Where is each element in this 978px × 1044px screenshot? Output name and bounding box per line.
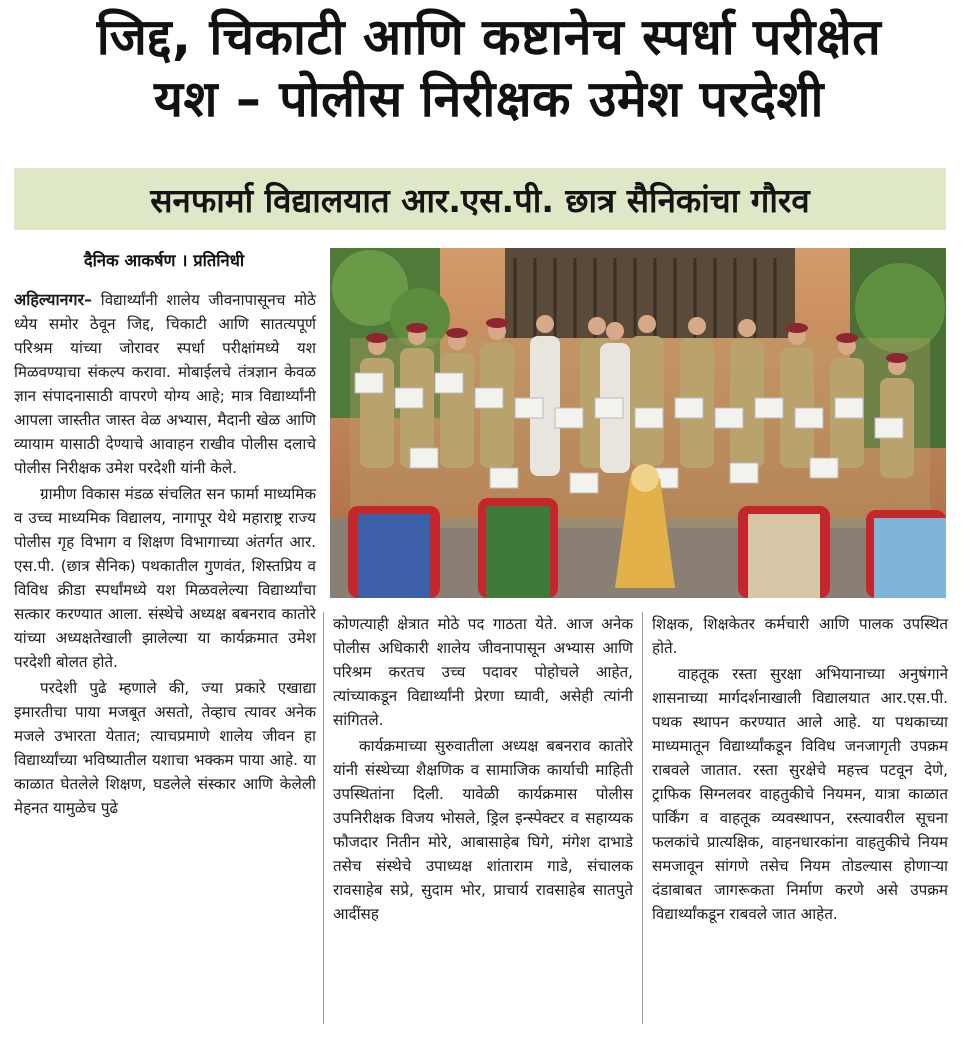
subheadline-banner [14,168,946,230]
event-photo [330,248,946,598]
subheadline: सनफार्मा विद्यालयात आर.एस.पी. छात्र सैनिकांचा गौरव [150,180,810,220]
article-paragraph: ग्रामीण विकास मंडळ संचलित सन फार्मा माध्यमिक व उच्च माध्यमिक विद्यालय, नागापूर येथे महाराष्ट्र राज्य पोलीस गृह विभाग व शिक्षण विभागाच्या अंतर्गत आर. एस.पी. (छात्र सैनिक) पथकातील गुणवंत, शिस्तप्रिय व विविध क्रीडा स्पर्धांमध्ये यश मिळवलेल्या विद्यार्थ्यांचा सत्कार करण्यात आला. संस्थेचे अध्यक्ष बबनराव कातोरे यांच्या अध्यक्षतेखाली झालेल्या या कार्यक्रमात उमेश परदेशी बोलत होते. [14,485,316,671]
article-paragraph: वाहतूक रस्ता सुरक्षा अभियानाच्या अनुषंगाने शासनाच्या मार्गदर्शनाखाली विद्यालयात आर.एस.पी. पथक स्थापन करण्यात आले आहे. या पथकाच्या माध्यमातून विद्यार्थ्यांकडून विविध जनजागृती उपक्रम राबवले जातात. रस्ता सुरक्षेचे महत्त्व पटवून देणे, ट्राफिक सिग्नलवर वाहतुकीचे नियमन, यात्रा काळात पार्किंग व वाहतूक व्यवस्थापन, रस्त्यावरील सूचना फलकांचे प्रात्यक्षिक, वाहनधारकांना वाहतुकीचे नियम समजावून सांगणे तसेच नियम तोडल्यास होणाऱ्या दंडाबाबत जागरूकता निर्माण करणे असे उपक्रम विद्यार्थ्यांकडून राबवले जात आहेत. [652,665,948,923]
article-column-2 [333,612,633,928]
article-paragraph: शिक्षक, शिक्षकेतर कर्मचारी आणि पालक उपस्थित होते. [652,615,948,657]
article-column-1 [14,288,316,822]
article-paragraph: कोणत्याही क्षेत्रात मोठे पद गाठता येते. आज अनेक पोलीस अधिकारी शालेय जीवनापासून अभ्यास आणि परिश्रम करतच उच्च पदावर पोहोचले आहेत, त्यांच्याकडून विद्यार्थ्यांनी प्रेरणा घ्यावी, असेही त्यांनी सांगितले. [333,615,633,729]
article-column-3 [652,612,948,928]
group-photo-illustration [330,248,946,598]
headline-line-1: जिद्द, चिकाटी आणि कष्टानेच स्पर्धा परीक्षेत [96,8,882,66]
headline [0,6,978,130]
headline-line-2: यश – पोलीस निरीक्षक उमेश परदेशी [153,70,825,128]
article-paragraph: परदेशी पुढे म्हणाले की, ज्या प्रकारे एखाद्या इमारतीचा पाया मजबूत असतो, तेव्हाच त्यावर अनेक मजले उभारता येतात; त्याचप्रमाणे शालेय जीवन हा विद्यार्थ्यांच्या भविष्यातील यशाचा भक्कम पाया आहे. या काळात घेतलेले शिक्षण, घडलेले संस्कार आणि केलेली मेहनत यामुळेच पुढे [14,679,316,817]
article-paragraph: कार्यक्रमाच्या सुरुवातीला अध्यक्ष बबनराव कातोरे यांनी संस्थेच्या शैक्षणिक व सामाजिक कार्याची माहिती उपस्थितांना दिली. यावेळी कार्यक्रमास पोलीस उपनिरीक्षक विजय भोसले, ड्रिल इन्स्पेक्टर व सहाय्यक फौजदार नितीन मोरे, आबासाहेब घिगे, मंगेश दाभाडे तसेच संस्थेचे उपाध्यक्ष शांताराम गाडे, संचालक रावसाहेब सप्रे, सुदाम भोर, प्राचार्य रावसाहेब सातपुते आदींसह [333,737,633,923]
byline: दैनिक आकर्षण । प्रतिनिधी [83,251,245,270]
article-paragraph-text: विद्यार्थ्यांनी शालेय जीवनापासूनच मोठे ध्येय समोर ठेवून जिद्द, चिकाटी आणि सातत्यपूर्ण परिश्रम यांच्या जोरावर स्पर्धा परीक्षांमध्ये यश मिळवण्याचा संकल्प करावा. मोबाईलचे तंत्रज्ञान केवळ ज्ञान संपादनासाठी वापरणे योग्य आहे; मात्र विद्यार्थ्यांनी आपला जास्तीत जास्त वेळ अभ्यास, मैदानी खेळ आणि व्यायाम यासाठी देण्याचे आवाहन राखीव पोलीस दलाचे पोलीस निरीक्षक उमेश परदेशी यांनी केले. [14,291,316,477]
dateline-place: अहिल्यानगर– [14,290,93,309]
column-divider [642,612,643,1024]
article-paragraph [14,288,316,480]
column-divider [323,612,324,1024]
